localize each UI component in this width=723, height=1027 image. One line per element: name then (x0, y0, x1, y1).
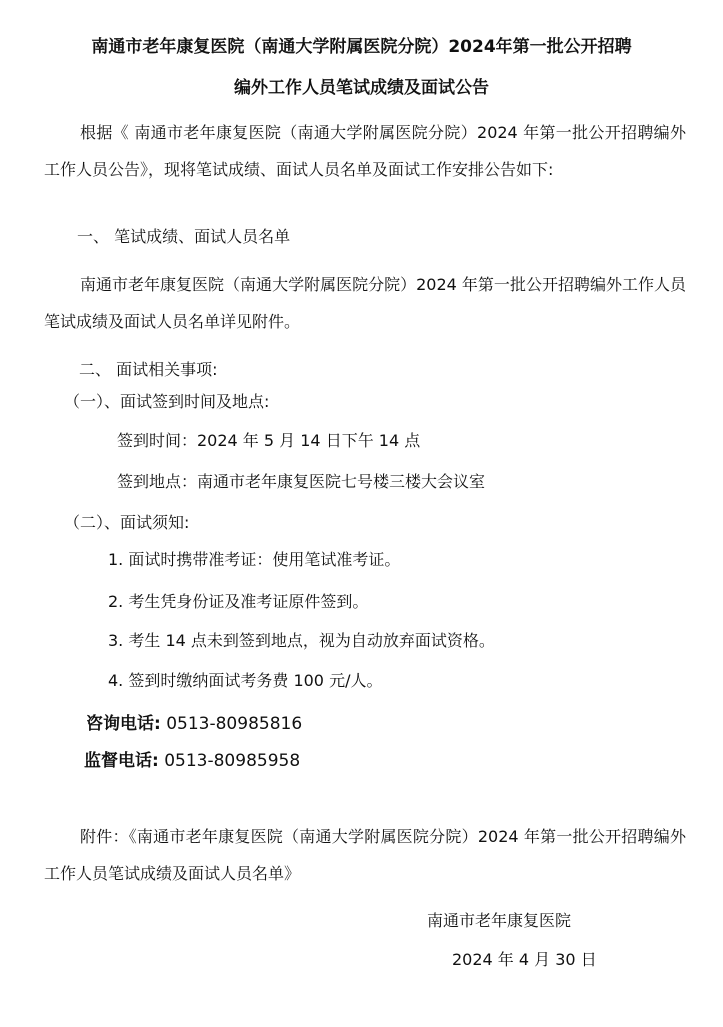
notice-item: 4. 签到时缴纳面试考务费 100 元/人。 (108, 671, 383, 690)
section-1-body: 南通市老年康复医院（南通大学附属医院分院）2024 年第一批公开招聘编外工作人员笔试成绩及面试人员名单详见附件。 (44, 275, 686, 331)
notice-item: 1. 面试时携带准考证：使用笔试准考证。 (108, 550, 401, 569)
supervise-phone-label: 监督电话: (84, 751, 159, 771)
supervise-phone-number: 0513-80985958 (164, 751, 301, 771)
title-line-1: 南通市老年康复医院（南通大学附属医院分院）2024年第一批公开招聘 (91, 37, 632, 57)
subsection-1-heading: （一）、面试签到时间及地点: (64, 392, 270, 411)
signature-date: 2024 年 4 月 30 日 (452, 950, 597, 969)
consult-phone-number: 0513-80985816 (166, 714, 303, 734)
consult-phone-label: 咨询电话: (86, 714, 161, 734)
checkin-time: 签到时间：2024 年 5 月 14 日下午 14 点 (117, 431, 421, 450)
subsection-2-heading: （二）、面试须知: (64, 513, 190, 532)
title-line-2: 编外工作人员笔试成绩及面试公告 (234, 78, 489, 98)
signature-organization: 南通市老年康复医院 (427, 911, 572, 930)
intro-paragraph: 根据《 南通市老年康复医院（南通大学附属医院分院）2024 年第一批公开招聘编外工作人员公告》，现将笔试成绩、面试人员名单及面试工作安排公告如下: (44, 123, 686, 179)
notice-item: 3. 考生 14 点未到签到地点，视为自动放弃面试资格。 (108, 631, 495, 650)
section-1-heading: 一、 笔试成绩、面试人员名单 (77, 227, 291, 246)
supervise-contact (84, 749, 300, 773)
checkin-place: 签到地点：南通市老年康复医院七号楼三楼大会议室 (117, 472, 486, 491)
consult-contact (86, 712, 302, 736)
attachment-note: 附件：《南通市老年康复医院（南通大学附属医院分院）2024 年第一批公开招聘编外工作人员笔试成绩及面试人员名单》 (44, 827, 686, 883)
notice-item: 2. 考生凭身份证及准考证原件签到。 (108, 592, 369, 611)
section-2-heading: 二、 面试相关事项: (79, 360, 218, 379)
